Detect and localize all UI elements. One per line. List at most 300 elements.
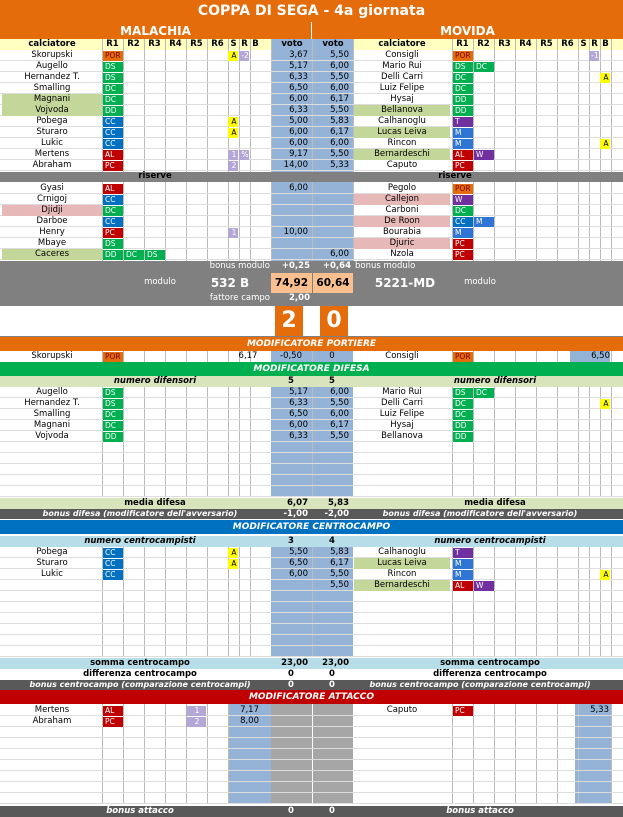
grid-line: [207, 704, 208, 804]
bonus-difesa-label: bonus difesa (modificatore dell'avversario): [42, 509, 238, 518]
player-name: Abraham: [32, 716, 72, 726]
stat-r: %: [239, 150, 249, 160]
portiere-mod: 0: [329, 351, 335, 361]
modulo-label: modulo: [464, 277, 496, 287]
bonus-modulo-label: bonus modulo: [209, 261, 270, 271]
col-s: S: [580, 39, 587, 49]
role-tag: W: [474, 150, 494, 160]
role-tag: POR: [453, 184, 473, 194]
player-name: Mertens: [34, 149, 70, 159]
grid-line: [536, 547, 537, 657]
fattore-value: 2,00: [289, 293, 310, 303]
player-name: Hysaj: [390, 94, 414, 104]
role-tag: AL: [103, 706, 123, 716]
player-name: Luiz Felipe: [379, 83, 425, 93]
role-tag: CC: [103, 217, 123, 227]
vote: 5,50: [330, 580, 349, 590]
vote: 5,83: [330, 116, 349, 126]
diff-label: differenza centrocampo: [83, 669, 197, 679]
vote: 3,67: [289, 50, 308, 60]
vote: 6,33: [289, 398, 308, 408]
grid-line: [557, 547, 558, 657]
away-team-header: MOVIDA: [312, 22, 623, 39]
col-calciatore: calciatore: [378, 39, 426, 49]
row-line: [0, 748, 623, 749]
grid-line: [228, 387, 229, 497]
bonus-centro-away: 0: [329, 680, 335, 690]
player-name: Vojvoda: [35, 431, 69, 441]
vote: 6,00: [289, 183, 308, 193]
media-away: 5,83: [328, 498, 349, 508]
score-away: 0: [320, 306, 348, 336]
col-r6: R6: [211, 39, 224, 49]
row-line: [0, 634, 623, 635]
home-team-header: MALACHIA: [0, 22, 311, 39]
player-name: Rincon: [387, 569, 417, 579]
modulo-home: 532 B: [210, 276, 250, 290]
grid-line: [186, 39, 187, 261]
stat-s: A: [228, 548, 238, 558]
role-tag: CC: [103, 195, 123, 205]
vote: 6,50: [289, 409, 308, 419]
bonus-centro-label: bonus centrocampo (comparazione centrocampi): [29, 680, 251, 689]
grid-line: [600, 547, 601, 657]
modulo-label: modulo: [144, 277, 176, 287]
vote: 5,50: [330, 569, 349, 579]
role-tag: DD: [453, 106, 473, 116]
somma-label: somma centrocampo: [440, 658, 540, 668]
player-name: Henry: [39, 227, 65, 237]
player-name: Magnani: [33, 420, 71, 430]
col-bb: B: [252, 39, 259, 49]
grid-line: [452, 704, 453, 804]
stat-b: A: [600, 73, 610, 83]
vote: 6,00: [330, 249, 349, 259]
role-tag: DS: [453, 388, 473, 398]
riserve-label: riserve: [438, 171, 472, 181]
portiere-mod: -0,50: [280, 351, 302, 361]
grid-line: [589, 547, 590, 657]
grid-line: [589, 39, 590, 261]
player-name: Lucas Leiva: [354, 127, 450, 138]
vote: 5,33: [590, 705, 609, 715]
col-bb: B: [602, 39, 609, 49]
role-tag: CC: [103, 117, 123, 127]
player-name: Caputo: [386, 160, 418, 170]
grid-line: [144, 547, 145, 657]
grid-line: [207, 387, 208, 497]
stat-s: A: [228, 128, 238, 138]
player-name: Rincon: [387, 138, 417, 148]
diff-home: 0: [288, 669, 294, 679]
player-name: Sturaro: [36, 127, 68, 137]
col-r3: R3: [498, 39, 511, 49]
grid-line: [515, 704, 516, 804]
difesa-label: numero difensori: [453, 376, 537, 386]
grid-line: [165, 387, 166, 497]
grid-line: [144, 387, 145, 497]
col-r5: R5: [190, 39, 203, 49]
portiere-vote: 6,50: [570, 351, 610, 362]
fattore-band: [0, 293, 623, 305]
grid-line: [186, 351, 187, 362]
grid-line: [123, 387, 124, 497]
role-tag: DC: [103, 410, 123, 420]
role-tag: CC: [103, 570, 123, 580]
player-name: Augello: [36, 61, 68, 71]
vote: 5,50: [330, 72, 349, 82]
somma-label: somma centrocampo: [90, 658, 190, 668]
player-name: Calhanoglu: [378, 116, 426, 126]
difesa-title: MODIFICATORE DIFESA: [0, 362, 623, 376]
player-name: Abraham: [32, 160, 72, 170]
bonus-centro-home: 0: [288, 680, 294, 690]
col-r4: R4: [519, 39, 532, 49]
player-name: Mario Rui: [382, 387, 422, 397]
row-line: [0, 803, 623, 804]
grid-line: [557, 704, 558, 804]
role-tag: PC: [453, 706, 473, 716]
role-tag: PC: [453, 239, 473, 249]
role-tag: CC: [103, 139, 123, 149]
stat-s: 2: [228, 161, 238, 171]
role-tag: DD: [453, 95, 473, 105]
somma-home: 23,00: [281, 658, 308, 668]
centro-away-n: 4: [329, 536, 335, 546]
player-name: Augello: [36, 387, 68, 397]
grid-line: [186, 547, 187, 657]
row-line: [0, 645, 623, 646]
player-name: Darboe: [36, 216, 68, 226]
player-name: Luiz Felipe: [379, 409, 425, 419]
grid-line: [589, 387, 590, 497]
grid-line: [611, 39, 612, 261]
role-tag: DD: [453, 421, 473, 431]
modulo-away: 5221-MD: [374, 276, 436, 290]
role-tag: DC: [474, 388, 494, 398]
vote: 6,00: [289, 420, 308, 430]
grid-line: [250, 387, 251, 497]
centro-title: MODIFICATORE CENTROCAMPO: [0, 520, 623, 534]
player-name: Hernandez T.: [24, 72, 80, 82]
player-name: Hernandez T.: [24, 398, 80, 408]
vote: 5,33: [330, 160, 349, 170]
role-tag: T: [453, 548, 473, 558]
home-total: 74,92: [271, 273, 312, 293]
player-name: Lukic: [41, 138, 63, 148]
role-tag: AL: [103, 150, 123, 160]
role-tag: POR: [453, 51, 473, 61]
role-tag: DC: [103, 206, 123, 216]
player-name: Hysaj: [390, 420, 414, 430]
row-line: [0, 601, 623, 602]
grid-line: [557, 351, 558, 362]
role-tag: POR: [103, 51, 123, 61]
grid-line: [557, 387, 558, 497]
grid-line: [250, 547, 251, 657]
grid-line: [515, 351, 516, 362]
role-tag: DC: [453, 206, 473, 216]
vote: 6,00: [289, 569, 308, 579]
grid-line: [578, 704, 579, 804]
role-tag: M: [474, 217, 494, 227]
role-tag: DC: [453, 84, 473, 94]
grid-line: [473, 351, 474, 362]
grid-line: [611, 351, 612, 362]
vote: 6,17: [330, 558, 349, 568]
player-name: Lucas Leiva: [354, 558, 450, 569]
col-r1: R1: [456, 39, 469, 49]
row-line: [0, 590, 623, 591]
stat-s: A: [228, 51, 238, 61]
player-name: Caputo: [386, 705, 418, 715]
grid-line: [494, 351, 495, 362]
player-name: Nzola: [390, 249, 414, 259]
stat-s: A: [228, 559, 238, 569]
role-tag: M: [453, 570, 473, 580]
role-tag: DS: [103, 62, 123, 72]
role-tag: CC: [103, 548, 123, 558]
vote: 8,00: [240, 716, 259, 726]
role-tag: DC: [474, 62, 494, 72]
role-tag: AL: [453, 581, 473, 591]
role-tag: DC: [103, 421, 123, 431]
stat-s: 1: [228, 150, 238, 160]
bonus-modulo-band: [0, 261, 623, 273]
stat-r: -1: [589, 51, 599, 61]
grid-line: [515, 547, 516, 657]
vote: 5,50: [330, 105, 349, 115]
player-name: Callejon: [354, 194, 450, 205]
centro-home-n: 3: [288, 536, 294, 546]
grid-line: [515, 387, 516, 497]
bonus-difesa-away: -2,00: [324, 509, 349, 519]
difesa-label: numero difensori: [113, 376, 197, 386]
vote: 5,00: [289, 116, 308, 126]
grid-line: [494, 704, 495, 804]
blue-column: [575, 704, 611, 804]
role-tag: M: [453, 559, 473, 569]
player-name: Mertens: [34, 705, 70, 715]
row-line: [0, 781, 623, 782]
riserve-band: [0, 172, 623, 182]
grid-line: [165, 704, 166, 804]
role-tag: DC: [453, 399, 473, 409]
player-name: Skorupski: [31, 50, 73, 60]
role-tag: M: [453, 128, 473, 138]
player-name: Vojvoda: [2, 105, 102, 116]
role-tag: PC: [103, 228, 123, 238]
player-name: Delli Carri: [381, 72, 423, 82]
col-r5: R5: [540, 39, 553, 49]
player-name: Pobega: [36, 547, 68, 557]
grid-line: [165, 547, 166, 657]
riserve-label: riserve: [138, 171, 172, 181]
row-line: [0, 452, 623, 453]
role-tag: W: [453, 195, 473, 205]
vote: 14,00: [283, 160, 308, 170]
vote: 6,33: [289, 105, 308, 115]
row-line: [0, 485, 623, 486]
col-r2: R2: [127, 39, 140, 49]
grid-line: [473, 704, 474, 804]
player-name: Lukic: [41, 569, 63, 579]
role-tag: DD: [103, 432, 123, 442]
col-r4: R4: [169, 39, 182, 49]
player-name: Bellanova: [381, 431, 423, 441]
row-line: [0, 496, 623, 497]
stat-s: 1: [186, 706, 206, 716]
grid-line: [123, 351, 124, 362]
bonus-modulo-label: bonus modulo: [355, 261, 416, 271]
col-r3: R3: [148, 39, 161, 49]
grid-line: [144, 704, 145, 804]
vote: 6,00: [289, 94, 308, 104]
player-name: Sturaro: [36, 558, 68, 568]
grid-line: [494, 547, 495, 657]
portiere-vote: 6,17: [238, 351, 258, 361]
player-name: Bourabia: [382, 227, 422, 237]
difesa-away-n: 5: [329, 376, 335, 386]
grid-line: [536, 39, 537, 261]
role-tag: DD: [103, 250, 123, 260]
role-tag: T: [453, 117, 473, 127]
role-tag: M: [453, 228, 473, 238]
role-tag: DC: [103, 95, 123, 105]
bonus-attacco-home: 0: [288, 806, 294, 816]
row-line: [0, 463, 623, 464]
role-tag: DC: [453, 410, 473, 420]
grid-line: [494, 387, 495, 497]
grid-line: [611, 547, 612, 657]
vote: 6,00: [330, 61, 349, 71]
col-calciatore: calciatore: [28, 39, 76, 49]
player-name: Skorupski: [31, 351, 73, 361]
vote: 6,33: [289, 72, 308, 82]
role-tag: PC: [103, 717, 123, 727]
col-s: S: [230, 39, 237, 49]
bonus-modulo-away: +0,64: [322, 261, 351, 271]
player-name: Mbaye: [37, 238, 67, 248]
stat-r: -2: [239, 51, 249, 61]
row-line: [0, 737, 623, 738]
grid-line: [557, 39, 558, 261]
role-tag: PC: [103, 161, 123, 171]
stat-s: 1: [228, 228, 238, 238]
grid-line: [165, 39, 166, 261]
attacco-title: MODIFICATORE ATTACCO: [0, 690, 623, 704]
row-line: [0, 656, 623, 657]
player-name: Pegolo: [387, 183, 417, 193]
grid-line: [123, 39, 124, 261]
grid-line: [239, 387, 240, 497]
role-tag: PC: [453, 161, 473, 171]
stat-b: A: [600, 570, 610, 580]
stat-b: A: [600, 139, 610, 149]
stat-b: A: [600, 399, 610, 409]
player-name: Carboni: [385, 205, 419, 215]
difesa-home-n: 5: [288, 376, 294, 386]
role-tag: DS: [103, 399, 123, 409]
grid-line: [473, 547, 474, 657]
vote: 6,00: [330, 387, 349, 397]
divider: [0, 305, 623, 306]
stat-s: A: [228, 117, 238, 127]
player-name: Bellanova: [354, 105, 450, 116]
grid-line: [165, 351, 166, 362]
role-tag: DD: [103, 106, 123, 116]
vote: 5,50: [330, 149, 349, 159]
vote: 6,00: [330, 409, 349, 419]
fattore-label: fattore campo: [209, 293, 270, 303]
grid-line: [578, 387, 579, 497]
role-tag: DS: [103, 388, 123, 398]
col-r1: R1: [106, 39, 119, 49]
role-tag: DS: [103, 239, 123, 249]
col-r6: R6: [561, 39, 574, 49]
media-home: 6,07: [287, 498, 308, 508]
col-r: R: [591, 39, 598, 49]
row-line: [0, 770, 623, 771]
grid-line: [578, 39, 579, 261]
grid-line: [578, 547, 579, 657]
media-label: media difesa: [124, 498, 186, 508]
player-name: Gyasi: [40, 183, 64, 193]
grid-line: [186, 387, 187, 497]
role-tag: DC: [103, 84, 123, 94]
vote: 10,00: [283, 227, 308, 237]
player-name: Calhanoglu: [378, 547, 426, 557]
vote: 6,00: [289, 138, 308, 148]
player-name: Djidji: [2, 205, 102, 216]
player-name: Consigli: [385, 50, 419, 60]
vote: 5,17: [289, 387, 308, 397]
player-name: Magnani: [2, 94, 102, 105]
player-name: Smalling: [33, 83, 71, 93]
role-tag: POR: [103, 352, 123, 362]
bonus-centro-label: bonus centrocampo (comparazione centrocampi): [369, 680, 591, 689]
grid-line: [536, 387, 537, 497]
role-tag: DC: [124, 250, 144, 260]
grid-line: [250, 39, 251, 261]
role-tag: CC: [103, 128, 123, 138]
grid-line: [123, 704, 124, 804]
col-voto: voto: [322, 39, 344, 49]
bonus-attacco-label: bonus attacco: [446, 806, 514, 816]
grid-line: [207, 547, 208, 657]
grid-line: [494, 39, 495, 261]
vote: 5,50: [330, 431, 349, 441]
grid-line: [144, 351, 145, 362]
grid-line: [611, 387, 612, 497]
role-tag: DS: [103, 73, 123, 83]
player-name: Smalling: [33, 409, 71, 419]
centro-label: numero centrocampisti: [434, 536, 546, 546]
grid-line: [473, 387, 474, 497]
vote: 6,50: [289, 558, 308, 568]
vote: 6,00: [330, 138, 349, 148]
grid-line: [207, 351, 208, 362]
vote: 6,00: [330, 83, 349, 93]
vote: 7,17: [240, 705, 259, 715]
role-tag: PC: [453, 250, 473, 260]
vote: 9,17: [289, 149, 308, 159]
row-line: [0, 623, 623, 624]
grid-line: [123, 547, 124, 657]
player-name: Crnigoj: [37, 194, 67, 204]
player-name: Bernardeschi: [354, 580, 450, 591]
bonus-difesa-home: -1,00: [283, 509, 308, 519]
